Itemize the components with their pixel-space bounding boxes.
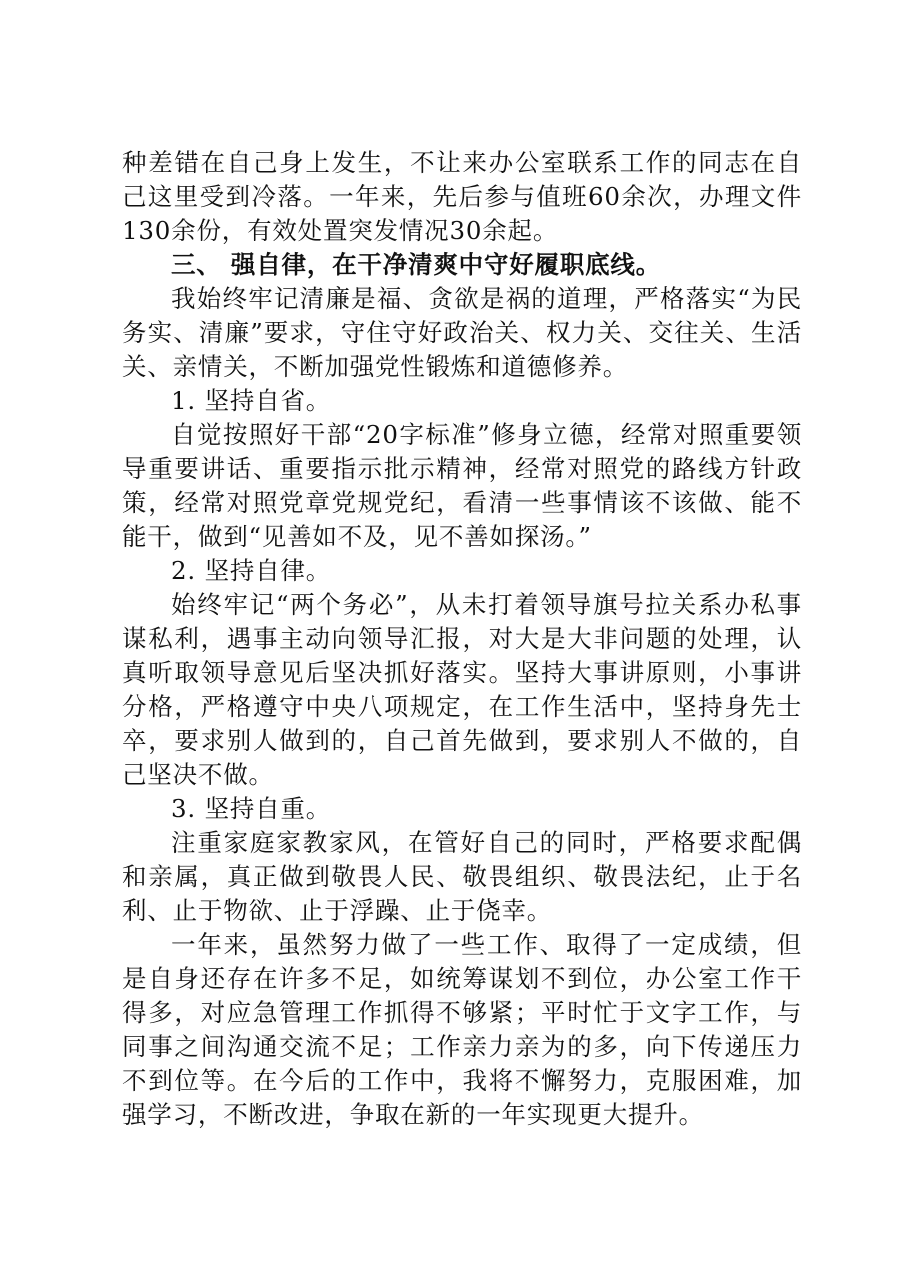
paragraph-integrity: 我始终牢记清廉是福、贪欲是祸的道理，严格落实“为民务实、清廉”要求，守住守好政治关、权力关、交往关、生活关、亲情关，不断加强党性锻炼和道德修养。 xyxy=(122,284,802,381)
section-heading-three: 三、 强自律，在干净清爽中守好履职底线。 xyxy=(171,250,662,279)
document-page xyxy=(122,146,802,1132)
paragraph-summary: 一年来，虽然努力做了一些工作、取得了一定成绩，但是自身还存在许多不足，如统筹谋划不到位，办公室工作干得多，对应急管理工作抓得不够紧；平时忙于文字工作，与同事之间沟通交流不足；工作亲力亲为的多，向下传递压力不到位等。在今后的工作中，我将不懈努力，克服困难，加强学习，不断改进，争取在新的一年实现更大提升。 xyxy=(122,930,802,1129)
paragraph-self-discipline: 始终牢记“两个务必”，从未打着领导旗号拉关系办私事谋私利，遇事主动向领导汇报，对大是大非问题的处理，认真听取领导意见后坚决抓好落实。坚持大事讲原则，小事讲分格，严格遵守中央八项规定，在工作生活中，坚持身先士卒，要求别人做到的，自己首先做到，要求别人不做的，自己坚决不做。 xyxy=(122,590,802,789)
paragraph-continued: 种差错在自己身上发生，不让来办公室联系工作的同志在自己这里受到冷落。一年来，先后参与值班60余次，办理文件130余份，有效处置突发情况30余起。 xyxy=(122,148,802,245)
paragraph-self-reflection: 自觉按照好干部“20字标准”修身立德，经常对照重要领导重要讲话、重要指示批示精神，经常对照党的路线方针政策，经常对照党章党规党纪，看清一些事情该不该做、能不能干，做到“见善如不及，见不善如探汤。” xyxy=(122,420,802,551)
subheading-self-respect: 3. 坚持自重。 xyxy=(171,794,332,823)
subheading-self-discipline: 2. 坚持自律。 xyxy=(171,556,332,585)
paragraph-self-respect: 注重家庭家教家风，在管好自己的同时，严格要求配偶和亲属，真正做到敬畏人民、敬畏组织、敬畏法纪，止于名利、止于物欲、止于浮躁、止于侥幸。 xyxy=(122,828,802,925)
subheading-self-reflection: 1. 坚持自省。 xyxy=(171,386,332,415)
